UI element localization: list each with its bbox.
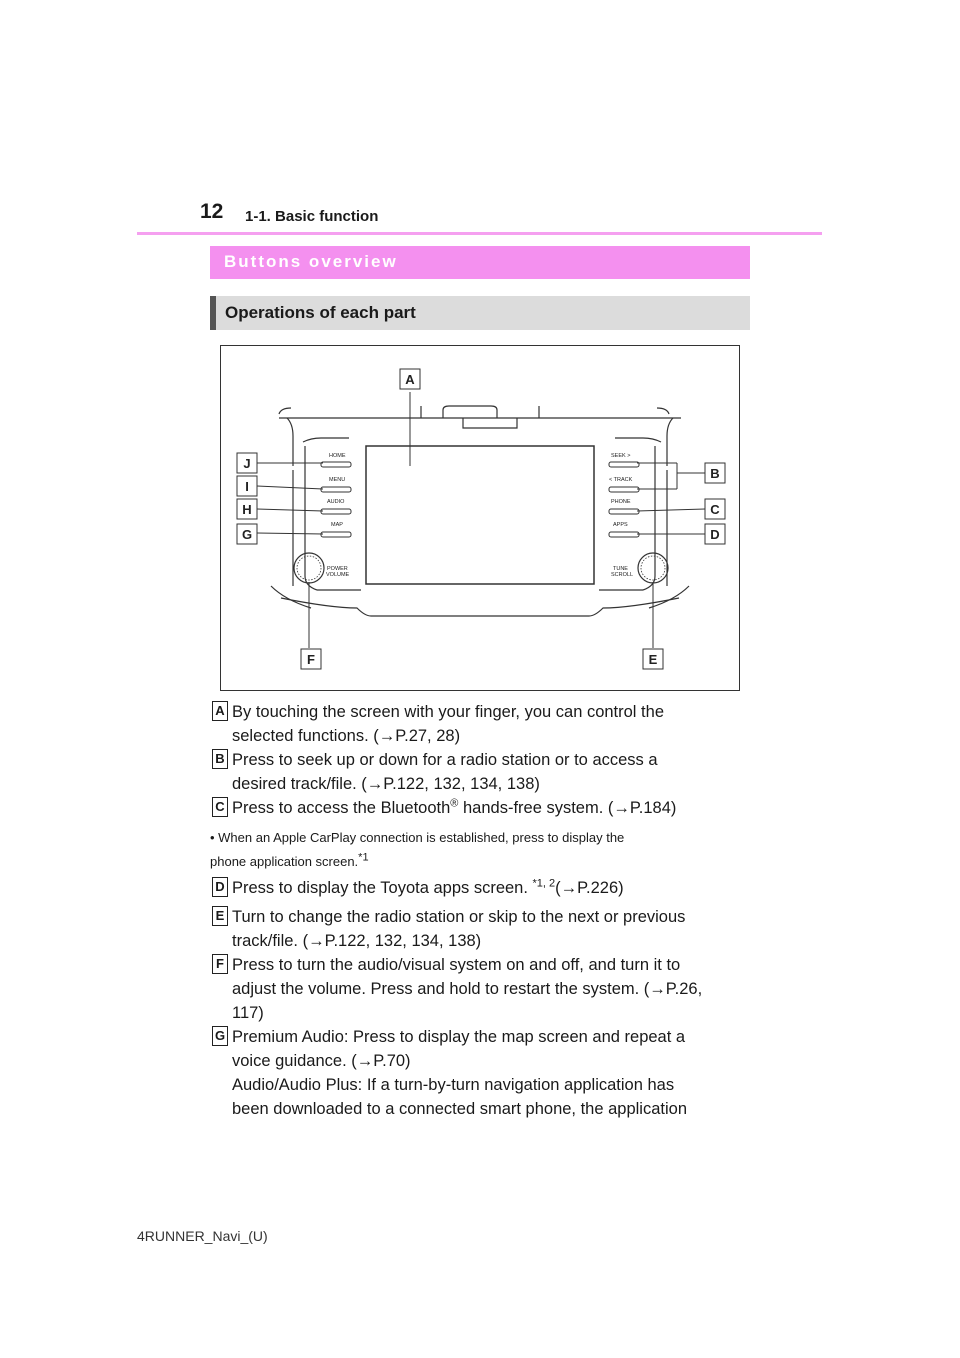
touch-screen: [366, 446, 594, 584]
phone-button-label: PHONE: [611, 499, 631, 505]
menu-button-label: MENU: [329, 477, 346, 483]
subheading-bar: [210, 296, 750, 330]
item-letter: G: [212, 1026, 228, 1046]
item-text: Turn to change the radio station or skip to the next or previous track/file. (→P.122, 132, 134, 138): [232, 908, 686, 950]
power-knob-label-1: POWER: [327, 566, 348, 572]
item-text: Premium Audio: Press to display the map screen and repeat a voice guidance. (→P.70) Audio/Audio Plus: If a turn-by-turn navigation application has been downloaded to a connected smart phone, the application: [232, 1028, 687, 1118]
item-letter: B: [212, 749, 228, 769]
item-b: [212, 748, 752, 796]
item-letter: A: [212, 701, 228, 721]
subheading-text: Operations of each part: [225, 303, 416, 322]
callout-g: G: [241, 527, 253, 542]
head-unit-figure: [220, 345, 740, 691]
item-e: [212, 905, 752, 953]
tune-knob-label-2: SCROLL: [611, 572, 634, 578]
item-text: By touching the screen with your finger, you can control the selected functions. (→P.27, 28): [232, 703, 664, 745]
item-g: [212, 1025, 752, 1121]
carplay-note: [210, 826, 750, 874]
map-button-label: MAP: [331, 522, 343, 528]
left-buttons: [321, 462, 639, 537]
track-button-label: < TRACK: [609, 477, 633, 483]
item-text-part: Press to access the Bluetooth: [232, 799, 451, 817]
item-text: Press to seek up or down for a radio station or to access a desired track/file. (→P.122, 132, 134, 138): [232, 751, 658, 793]
footnote-mark: *1, 2: [532, 877, 556, 890]
item-text-part: Press to display the Toyota apps screen.: [232, 879, 533, 897]
callout-a: A: [405, 372, 415, 387]
item-text: Press to turn the audio/visual system on and off, and turn it to adjust the volume. Press and hold to restart the system. (→P.26, 117): [232, 956, 703, 1022]
item-letter: D: [212, 877, 228, 897]
item-a: [212, 700, 752, 748]
callout-c: C: [710, 502, 720, 517]
header-rule: [137, 232, 822, 235]
section-title: 1-1. Basic function: [245, 208, 379, 225]
item-text: [232, 876, 752, 900]
item-text-part: hands-free system. (→P.184): [458, 799, 677, 817]
callout-h: H: [242, 502, 252, 517]
note-footnote-mark: *1: [358, 851, 369, 864]
item-letter: C: [212, 797, 228, 817]
section-band: [210, 246, 750, 279]
callout-e: E: [648, 652, 658, 667]
callout-i: I: [245, 479, 249, 494]
band-title: Buttons overview: [224, 252, 398, 271]
item-d: [212, 876, 752, 900]
tune-knob-label-1: TUNE: [613, 566, 628, 572]
head-unit-illustration: [221, 346, 739, 690]
knobs: [294, 553, 668, 583]
item-f: [212, 953, 752, 1025]
home-button-label: HOME: [329, 453, 346, 459]
note-text: • When an Apple CarPlay connection is established, press to display the phone application screen.: [210, 830, 625, 869]
footer-model-code: 4RUNNER_Navi_(U): [137, 1228, 268, 1244]
callout-b: B: [710, 466, 720, 481]
item-text: [232, 796, 752, 820]
power-knob-label-2: VOLUME: [326, 572, 350, 578]
callout-j: J: [243, 456, 251, 471]
page-number: 12: [200, 200, 224, 223]
callout-d: D: [710, 527, 720, 542]
callout-f: F: [307, 652, 315, 667]
apps-button-label: APPS: [613, 522, 628, 528]
audio-button-label: AUDIO: [327, 499, 345, 505]
item-c: [212, 796, 752, 820]
item-text-part: (→P.226): [555, 879, 624, 897]
seek-button-label: SEEK >: [611, 453, 631, 459]
item-letter: E: [212, 906, 228, 926]
item-letter: F: [212, 954, 228, 974]
registered-mark: ®: [450, 797, 459, 810]
leader-lines: [257, 392, 705, 648]
